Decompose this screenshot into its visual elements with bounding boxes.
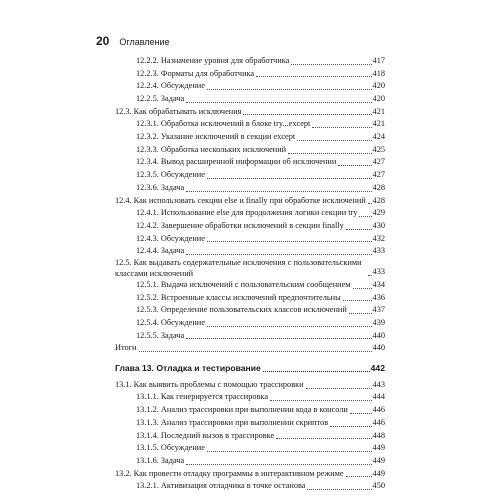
toc-entry-title: 12.4.3. Обсуждение — [136, 233, 205, 243]
page-number: 20 — [96, 34, 110, 48]
toc-entry-title: 12.3.6. Задача — [136, 182, 185, 192]
toc-entry — [115, 304, 385, 317]
toc-entry — [115, 169, 385, 182]
toc-entry — [115, 106, 385, 119]
toc-leader-dots — [288, 153, 371, 154]
toc-entry-title: 12.2.4. Обсуждение — [136, 81, 205, 91]
toc-leader-dots — [297, 140, 371, 141]
toc-entry — [115, 182, 385, 195]
toc-leader-dots — [256, 76, 371, 77]
toc-entry-title: 12.4.1. Использование else для продолжения логики секции try — [136, 208, 358, 218]
toc-entry-page: 428 — [372, 182, 385, 192]
toc-entry-title: 12.3.5. Обсуждение — [136, 170, 205, 180]
toc-entry-page: 428 — [372, 195, 385, 205]
toc-entry — [115, 342, 385, 355]
toc-entry-page: 449 — [372, 455, 385, 465]
toc-leader-dots — [291, 64, 371, 65]
toc-entry-page: 440 — [372, 343, 385, 353]
toc-entry-title: 13.1.6. Задача — [136, 455, 185, 465]
toc-entry-title: 12.2.2. Назначение уровня для обработчика — [136, 55, 290, 65]
toc-leader-dots — [186, 464, 371, 465]
toc-entry — [115, 392, 385, 405]
toc-entry-title: 13.1. Как выявить проблемы с помощью трассировки — [115, 379, 304, 389]
table-of-contents — [115, 55, 385, 493]
toc-entry — [115, 195, 385, 208]
toc-entry-title: 12.2.5. Задача — [136, 94, 185, 104]
toc-entry — [115, 131, 385, 144]
toc-entry-page: 427 — [372, 170, 385, 180]
toc-entry — [115, 442, 385, 455]
toc-leader-dots — [207, 326, 372, 327]
toc-entry-title: 13.1.5. Обсуждение — [136, 443, 205, 453]
toc-entry — [115, 55, 385, 68]
toc-entry — [115, 118, 385, 131]
toc-entry-page: 417 — [372, 55, 385, 65]
toc-entry-title: 12.3.4. Вывод расширенной информации об исключении — [136, 157, 337, 167]
toc-entry-page: 436 — [372, 292, 385, 302]
toc-entry-title: 12.4. Как использовать секции else и finally при обработке исключений — [115, 195, 366, 205]
toc-entry — [115, 404, 385, 417]
toc-leader-dots — [207, 178, 372, 179]
toc-entry-title: 13.1.1. Как генерируется трассировка — [136, 392, 269, 402]
toc-entry — [115, 279, 385, 292]
toc-entry-page: 425 — [372, 144, 385, 154]
toc-entry-page: 433 — [372, 246, 385, 256]
toc-entry — [115, 379, 385, 392]
toc-leader-dots — [186, 102, 371, 103]
toc-leader-dots — [276, 438, 371, 439]
toc-entry-page: 440 — [372, 330, 385, 340]
toc-entry — [115, 245, 385, 258]
toc-entry — [115, 417, 385, 430]
toc-entry-title: 12.5.3. Определение пользовательских классов исключений — [136, 305, 347, 315]
toc-leader-dots — [207, 451, 372, 452]
toc-entry-page: 446 — [372, 405, 385, 415]
toc-entry — [115, 144, 385, 157]
toc-leader-dots — [338, 165, 371, 166]
toc-leader-dots — [359, 216, 371, 217]
toc-entry-title: 12.5.1. Выдача исключений с пользовательским сообщением — [136, 279, 351, 289]
toc-leader-dots — [343, 300, 372, 301]
toc-entry-title: Итоги — [115, 343, 137, 353]
toc-entry-title: 13.1.2. Анализ трассировки при выполнении кода в консоли — [136, 405, 348, 415]
toc-entry-title: 12.5.2. Встроенные классы исключений предпочтительны — [136, 292, 341, 302]
toc-entry-page: 418 — [372, 68, 385, 78]
toc-entry-page: 420 — [372, 94, 385, 104]
toc-entry-page: 430 — [372, 220, 385, 230]
toc-entry-title: 12.5.4. Обсуждение — [136, 318, 205, 328]
toc-leader-dots — [346, 229, 372, 230]
toc-entry — [115, 480, 385, 493]
running-head: Оглавление — [119, 37, 170, 47]
toc-entry-title: 12.3.3. Обработка нескольких исключений — [136, 144, 287, 154]
toc-entry-page: 443 — [372, 379, 385, 389]
toc-entry-title: 12.4.4. Задача — [136, 246, 185, 256]
toc-leader-dots — [207, 241, 372, 242]
toc-entry — [115, 207, 385, 220]
toc-leader-dots — [186, 254, 371, 255]
toc-entry — [115, 455, 385, 468]
toc-entry-page: 437 — [372, 305, 385, 315]
toc-entry-title: 12.3.2. Указание исключений в секции except — [136, 132, 296, 142]
toc-entry-page: 433 — [372, 267, 385, 277]
toc-entry-page: 420 — [372, 81, 385, 91]
toc-entry-page: 449 — [372, 468, 385, 478]
toc-leader-dots — [243, 114, 371, 115]
toc-entry — [115, 93, 385, 106]
toc-entry-title: 13.1.4. Последний вызов в трассировке — [136, 430, 275, 440]
toc-leader-dots — [350, 413, 372, 414]
toc-entry — [115, 292, 385, 305]
toc-entry-title: Глава 13. Отладка и тестирование — [115, 363, 261, 374]
toc-leader-dots — [312, 127, 371, 128]
toc-entry — [115, 317, 385, 330]
toc-entry — [115, 80, 385, 93]
toc-leader-dots — [330, 426, 371, 427]
toc-entry-page: 449 — [372, 443, 385, 453]
toc-entry-page: 446 — [372, 417, 385, 427]
toc-entry-page: 432 — [372, 233, 385, 243]
toc-leader-dots — [207, 89, 372, 90]
toc-chapter-entry — [115, 362, 385, 375]
toc-entry-title: 12.2.3. Форматы для обработчика — [136, 68, 255, 78]
toc-entry-page: 450 — [372, 481, 385, 491]
toc-leader-dots — [368, 275, 372, 276]
toc-entry-title: 12.5.5. Задача — [136, 330, 185, 340]
toc-entry-page: 448 — [372, 430, 385, 440]
toc-leader-dots — [186, 191, 371, 192]
toc-entry-page: 427 — [372, 157, 385, 167]
toc-entry — [115, 157, 385, 170]
toc-entry-page: 439 — [372, 318, 385, 328]
toc-entry — [115, 220, 385, 233]
toc-entry — [115, 468, 385, 481]
toc-entry-page: 429 — [372, 208, 385, 218]
toc-entry — [115, 68, 385, 81]
toc-entry-page: 424 — [372, 132, 385, 142]
toc-entry-page: 421 — [372, 106, 385, 116]
toc-leader-dots — [368, 203, 372, 204]
toc-entry-page: 444 — [372, 392, 385, 402]
toc-leader-dots — [139, 351, 372, 352]
toc-entry-title: 12.3. Как обрабатывать исключения — [115, 106, 242, 116]
toc-leader-dots — [263, 371, 370, 372]
toc-entry — [115, 258, 385, 279]
toc-entry-title: 12.4.2. Завершение обработки исключений в секции finally — [136, 220, 344, 230]
toc-leader-dots — [306, 388, 372, 389]
toc-entry-page: 421 — [372, 119, 385, 129]
toc-entry-page: 442 — [370, 363, 385, 374]
toc-leader-dots — [349, 313, 372, 314]
toc-entry-title: 13.1.3. Анализ трассировки при выполнении скриптов — [136, 417, 329, 427]
toc-entry-title: 13.2.1. Активизация отладчика в точке останова — [136, 481, 306, 491]
toc-leader-dots — [353, 288, 372, 289]
toc-entry-page: 434 — [372, 279, 385, 289]
toc-entry-title: 12.5. Как выдавать содержательные исключения с пользовательскими классами исключений — [115, 258, 362, 278]
toc-entry — [115, 233, 385, 246]
toc-leader-dots — [186, 338, 371, 339]
toc-entry-title: 12.3.1. Обработка исключений в блоке try...except — [136, 119, 311, 129]
toc-entry — [115, 430, 385, 443]
page-header — [96, 34, 170, 48]
toc-entry — [115, 330, 385, 343]
toc-entry-title: 13.2. Как провести отладку программы в интерактивном режиме — [115, 468, 344, 478]
toc-leader-dots — [307, 489, 371, 490]
toc-leader-dots — [270, 400, 372, 401]
toc-leader-dots — [346, 476, 372, 477]
